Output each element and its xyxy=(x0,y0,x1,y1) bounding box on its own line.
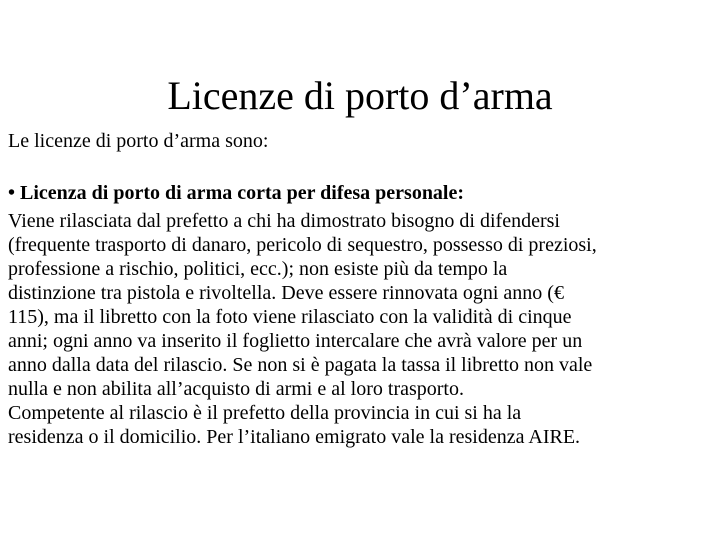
intro-text: Le licenze di porto d’arma sono: xyxy=(8,130,269,152)
bullet-body xyxy=(8,209,720,449)
body-line: 115), ma il libretto con la foto viene rilasciato con la validità di cinque xyxy=(8,306,572,328)
body-line: Viene rilasciata dal prefetto a chi ha dimostrato bisogno di difendersi xyxy=(8,210,560,232)
bullet-heading xyxy=(8,181,464,205)
bullet-heading-text: Licenza di porto di arma corta per difesa personale: xyxy=(20,182,465,204)
body-line: nulla e non abilita all’acquisto di armi e al loro trasporto. xyxy=(8,378,464,400)
body-line: anni; ogni anno va inserito il foglietto intercalare che avrà valore per un xyxy=(8,330,583,352)
body-line: anno dalla data del rilascio. Se non si è pagata la tassa il libretto non vale xyxy=(8,354,593,376)
body-line: Competente al rilascio è il prefetto della provincia in cui si ha la xyxy=(8,402,522,424)
body-line: professione a rischio, politici, ecc.); non esiste più da tempo la xyxy=(8,258,508,280)
body-line: residenza o il domicilio. Per l’italiano emigrato vale la residenza AIRE. xyxy=(8,426,581,448)
bullet-marker: • xyxy=(8,182,16,204)
body-line: (frequente trasporto di danaro, pericolo di sequestro, possesso di preziosi, xyxy=(8,234,597,256)
body-line: distinzione tra pistola e rivoltella. Deve essere rinnovata ogni anno (€ xyxy=(8,282,564,304)
slide-title: Licenze di porto d’arma xyxy=(167,73,553,118)
